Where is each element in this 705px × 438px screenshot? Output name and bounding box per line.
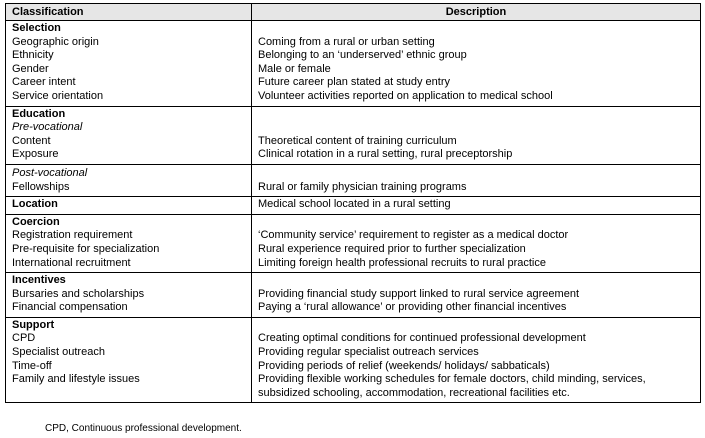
item-label: Exposure bbox=[12, 148, 59, 161]
item-label: Specialist outreach bbox=[12, 346, 105, 359]
description-text: Providing regular specialist outreach services bbox=[258, 346, 479, 359]
description-text: Providing flexible working schedules for female doctors, child minding, services, subsidized schooling, accommodation, recreational facilities etc. bbox=[258, 373, 646, 399]
table-row-post-vocational bbox=[6, 164, 701, 196]
description-text: Paying a ‘rural allowance’ or providing other financial incentives bbox=[258, 301, 567, 314]
category-label: Support bbox=[12, 318, 55, 331]
classification-cell bbox=[6, 197, 252, 215]
table-row-education bbox=[6, 106, 701, 164]
description-cell bbox=[252, 106, 701, 164]
category-label: Selection bbox=[12, 22, 61, 34]
description-text: Limiting foreign health professional recruits to rural practice bbox=[258, 256, 546, 269]
classification-table-container bbox=[5, 3, 700, 403]
item-label: Pre-requisite for specialization bbox=[12, 242, 160, 255]
classification-table bbox=[5, 3, 701, 403]
table-row-incentives bbox=[6, 273, 701, 318]
description-text: Volunteer activities reported on application to medical school bbox=[258, 89, 553, 102]
description-text: Coming from a rural or urban setting bbox=[258, 35, 435, 48]
item-label: Service orientation bbox=[12, 89, 104, 102]
item-label: Financial compensation bbox=[12, 301, 128, 314]
table-footnote: CPD, Continuous professional development. bbox=[45, 423, 242, 434]
description-text: Clinical rotation in a rural setting, rural preceptorship bbox=[258, 148, 513, 161]
description-cell bbox=[252, 214, 701, 272]
item-label: Bursaries and scholarships bbox=[12, 287, 145, 300]
description-cell bbox=[252, 21, 701, 107]
description-text: Providing financial study support linked to rural service agreement bbox=[258, 287, 579, 300]
description-text: Future career plan stated at study entry bbox=[258, 76, 450, 89]
item-label: Registration requirement bbox=[12, 229, 133, 242]
description-text: Theoretical content of training curriculum bbox=[258, 134, 457, 147]
item-label: Fellowships bbox=[12, 180, 70, 193]
description-cell bbox=[252, 317, 701, 403]
classification-cell bbox=[6, 214, 252, 272]
classification-cell bbox=[6, 164, 252, 196]
classification-cell bbox=[6, 21, 252, 107]
table-row-location bbox=[6, 197, 701, 215]
header-classification: Classification bbox=[6, 4, 252, 21]
description-text: Male or female bbox=[258, 62, 331, 75]
category-label: Education bbox=[12, 107, 66, 120]
description-cell bbox=[252, 197, 701, 215]
category-label: Incentives bbox=[12, 274, 66, 287]
table-row-selection bbox=[6, 21, 701, 107]
item-label: Content bbox=[12, 134, 51, 147]
subcategory-label: Pre-vocational bbox=[12, 121, 83, 134]
description-text: Rural experience required prior to further specialization bbox=[258, 242, 526, 255]
category-label: Coercion bbox=[12, 215, 60, 228]
item-label: Gender bbox=[12, 62, 49, 75]
table-header-row bbox=[6, 4, 701, 21]
item-label: Ethnicity bbox=[12, 49, 54, 62]
description-text: Providing periods of relief (weekends/ holidays/ sabbaticals) bbox=[258, 359, 550, 372]
table-row-coercion bbox=[6, 214, 701, 272]
description-cell bbox=[252, 273, 701, 318]
classification-cell bbox=[6, 106, 252, 164]
description-text: Rural or family physician training programs bbox=[258, 180, 467, 193]
item-label: Geographic origin bbox=[12, 35, 99, 48]
subcategory-label: Post-vocational bbox=[12, 166, 88, 179]
header-description: Description bbox=[252, 4, 701, 21]
description-text: ‘Community service’ requirement to register as a medical doctor bbox=[258, 229, 569, 242]
table-row-support bbox=[6, 317, 701, 403]
item-label: Time-off bbox=[12, 359, 52, 372]
description-text: Creating optimal conditions for continued professional development bbox=[258, 332, 586, 345]
description-text: Belonging to an ‘underserved’ ethnic group bbox=[258, 49, 467, 62]
item-label: CPD bbox=[12, 332, 36, 345]
item-label: International recruitment bbox=[12, 256, 131, 269]
category-label: Location bbox=[12, 198, 58, 211]
description-cell bbox=[252, 164, 701, 196]
classification-cell bbox=[6, 317, 252, 403]
item-label: Family and lifestyle issues bbox=[12, 373, 140, 386]
item-label: Career intent bbox=[12, 76, 76, 89]
description-text: Medical school located in a rural setting bbox=[258, 198, 451, 211]
classification-cell bbox=[6, 273, 252, 318]
